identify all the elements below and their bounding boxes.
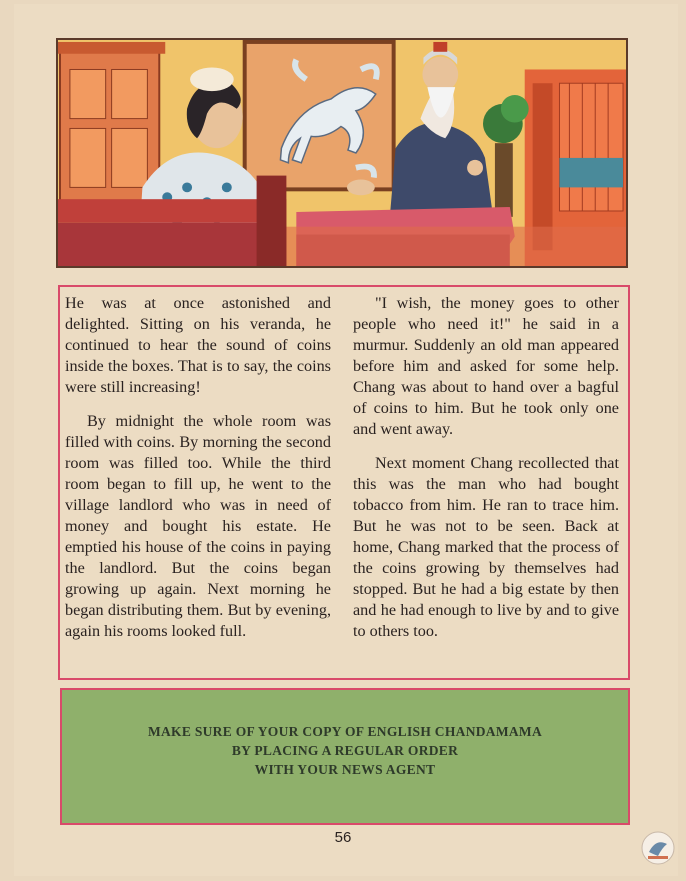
banner-text: [148, 722, 542, 779]
illustration-scene: [58, 40, 626, 266]
text-column-left: [65, 293, 331, 655]
banner-line: MAKE SURE OF YOUR COPY OF ENGLISH CHANDAMAMA: [147, 724, 543, 739]
text-column-right: [353, 293, 619, 655]
banner-line: BY PLACING A REGULAR ORDER: [231, 743, 459, 758]
publisher-logo-icon: [640, 830, 676, 866]
page-number: 56: [334, 829, 352, 846]
story-text-frame: [58, 285, 630, 680]
paragraph: "I wish, the money goes to other people who need it!" he said in a murmur. Suddenly an old man appeared before him and asked for some help. Chang was about to hand over a bagful of coins to him. But he took only one and went away.: [353, 294, 619, 438]
banner-line: WITH YOUR NEWS AGENT: [254, 762, 436, 777]
story-illustration: [56, 38, 628, 268]
paragraph: He was at once astonished and delighted. Sitting on his veranda, he continued to hear the sound of coins inside the boxes. That is to say, the coins were still increasing!: [65, 294, 331, 396]
subscription-banner: [60, 688, 630, 825]
paragraph: By midnight the whole room was filled with coins. By morning the second room was filled too. While the third room began to fill up, he went to the village landlord who was in need of money and bought his estate. He emptied his house of the coins in paying the landlord. But the coins began growing up again. Next morning he began distributing them. But by evening, again his rooms looked full.: [65, 412, 331, 640]
paragraph: Next moment Chang recollected that this was the man who had bought tobacco from him. He ran to trace him. But he was not to be seen. Back at home, Chang marked that the process of the coins growing by themselves had stopped. But he had a big estate by then and he had enough to live by and to give to others too.: [353, 454, 619, 640]
